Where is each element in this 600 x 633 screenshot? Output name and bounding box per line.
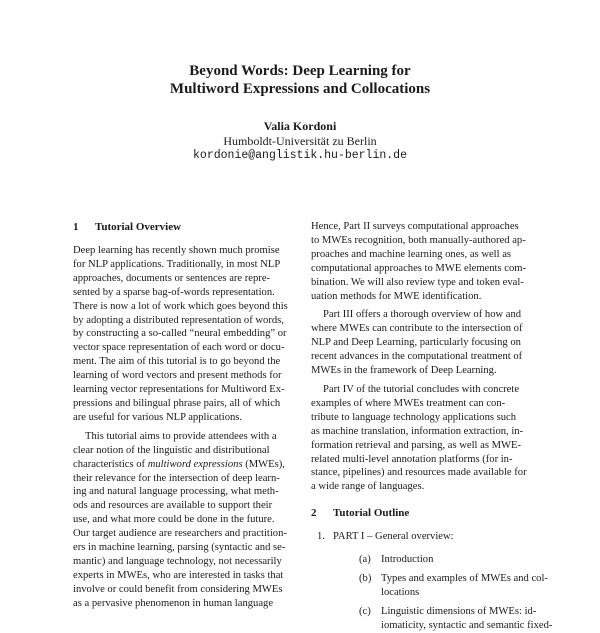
text-line [73,458,295,472]
text-line: Our target audience are researchers and practition- [73,528,287,540]
overview-paragraph-1 [73,244,295,425]
section-1-title: Tutorial Overview [95,221,182,233]
section-2-number: 2 [311,507,317,520]
text-line: locations [381,586,420,598]
text-line: a wide range of languages. [311,481,425,493]
text-line: sented by a sparse bag-of-words representation. [73,286,275,298]
text-line: related multi-level annotation platforms (for in- [311,453,513,465]
text-line: Hence, Part II surveys computational approaches [311,221,519,232]
title-line-1: Beyond Words: Deep Learning for [189,63,411,79]
title-line-2: Multiword Expressions and Collocations [169,81,431,97]
text-line: their relevance for the intersection of deep learn- [73,472,280,484]
parts-paragraph-iv [311,383,533,494]
text-line: Introduction [381,554,434,566]
text-fragment: (MWEs), [242,458,285,470]
text-line: pressions and bilingual phrase pairs, all of which [73,397,281,409]
text-line: vector space representation of each word or docu- [73,342,285,354]
author-email: kordonie@anglistik.hu-berlin.de [193,149,407,162]
overview-paragraph-2 [73,430,295,611]
author-affiliation: Humboldt-Universität zu Berlin [223,134,377,148]
outline-item-part-i [317,530,553,632]
text-line: Linguistic dimensions of MWEs: id- [381,605,537,617]
parts-paragraph-ii [311,220,533,303]
text-line: by constructing a so-called “neural embedding” or [73,328,287,340]
text-line: recent advances in the computational treatment of [311,351,523,363]
text-line: examples of where MWEs treatment can con- [311,397,506,409]
list-marker: (c) [359,605,371,617]
text-line: as a pervasive phenomenon in human language [73,597,274,609]
text-line: Deep learning has recently shown much promise [73,245,280,256]
text-line: uation methods for MWE identification. [311,290,482,302]
outline-item-label: PART I – General overview: [333,531,454,543]
text-line: MWEs in the framework of Deep Learning. [311,365,497,377]
text-line: proaches and machine learning ones, as well as [311,248,512,260]
text-line: ods and resources are available to support their [73,500,273,512]
text-line: involve or could benefit from considering MWEs [73,583,283,595]
text-line: Part III offers a thorough overview of how and [323,309,522,321]
text-line: learning of word vectors and present methods for [73,370,282,382]
section-2-title: Tutorial Outline [333,507,410,520]
outline-subitem-c [333,605,553,633]
text-line: ment. The aim of this tutorial is to go beyond the [73,356,281,368]
list-marker: 1. [317,531,325,543]
text-line: where MWEs can contribute to the intersection of [311,323,523,335]
text-line: stance, pipelines) and resources made available for [311,467,527,479]
text-line: There is now a lot of work which goes beyond this [73,300,288,312]
text-line: approaches, documents or sentences are repre- [73,272,271,284]
text-line: Part IV of the tutorial concludes with concrete [323,383,520,395]
section-1-number: 1 [73,221,79,233]
list-marker: (a) [359,554,371,566]
parts-paragraph-iii [311,308,533,378]
text-line: use, and what more could be done in the future. [73,514,275,526]
section-2-heading [311,506,533,520]
outline-subitem-a [333,553,533,567]
text-line: for NLP applications. Traditionally, in most NLP [73,258,281,270]
text-line: This tutorial aims to provide attendees with a [85,430,277,442]
emphasized-term: multiword expressions [147,458,243,470]
text-line: formation retrieval and parsing, as well as MWE- [311,439,522,451]
text-line: tribute to language technology applications such [311,411,517,423]
text-line: learning vector representations for Multiword Ex- [73,384,285,396]
author-name: Valia Kordoni [263,119,337,133]
text-line: computational approaches to MWE elements com- [311,262,527,274]
text-line: by adopting a distributed representation of words, [73,314,284,326]
text-line: Types and examples of MWEs and col- [381,573,548,585]
text-line: ing and natural language processing, what meth- [73,486,279,498]
paper-title [0,62,600,98]
text-line: are useful for various NLP applications. [73,411,243,423]
text-fragment: characteristics of [73,458,148,470]
text-line: iomaticity, syntactic and semantic fixed- [381,619,553,631]
text-line: NLP and Deep Learning, particularly focusing on [311,337,521,349]
text-line: bination. We will also review type and token eval- [311,276,524,288]
right-column [311,220,553,633]
text-line: ers in machine learning, parsing (syntactic and se- [73,542,286,554]
outline-subitem-b [333,572,548,600]
text-line: to MWEs recognition, both manually-authored ap- [311,234,526,246]
text-line: experts in MWEs, who are interested in tasks that [73,569,284,581]
text-line: clear notion of the linguistic and distributional [73,444,270,456]
left-column [73,220,295,611]
section-1-heading [73,220,295,234]
list-marker: (b) [359,573,372,585]
text-line: mantic) and language technology, not necessarily [73,555,282,567]
text-line: as machine translation, information extraction, in- [311,425,524,437]
